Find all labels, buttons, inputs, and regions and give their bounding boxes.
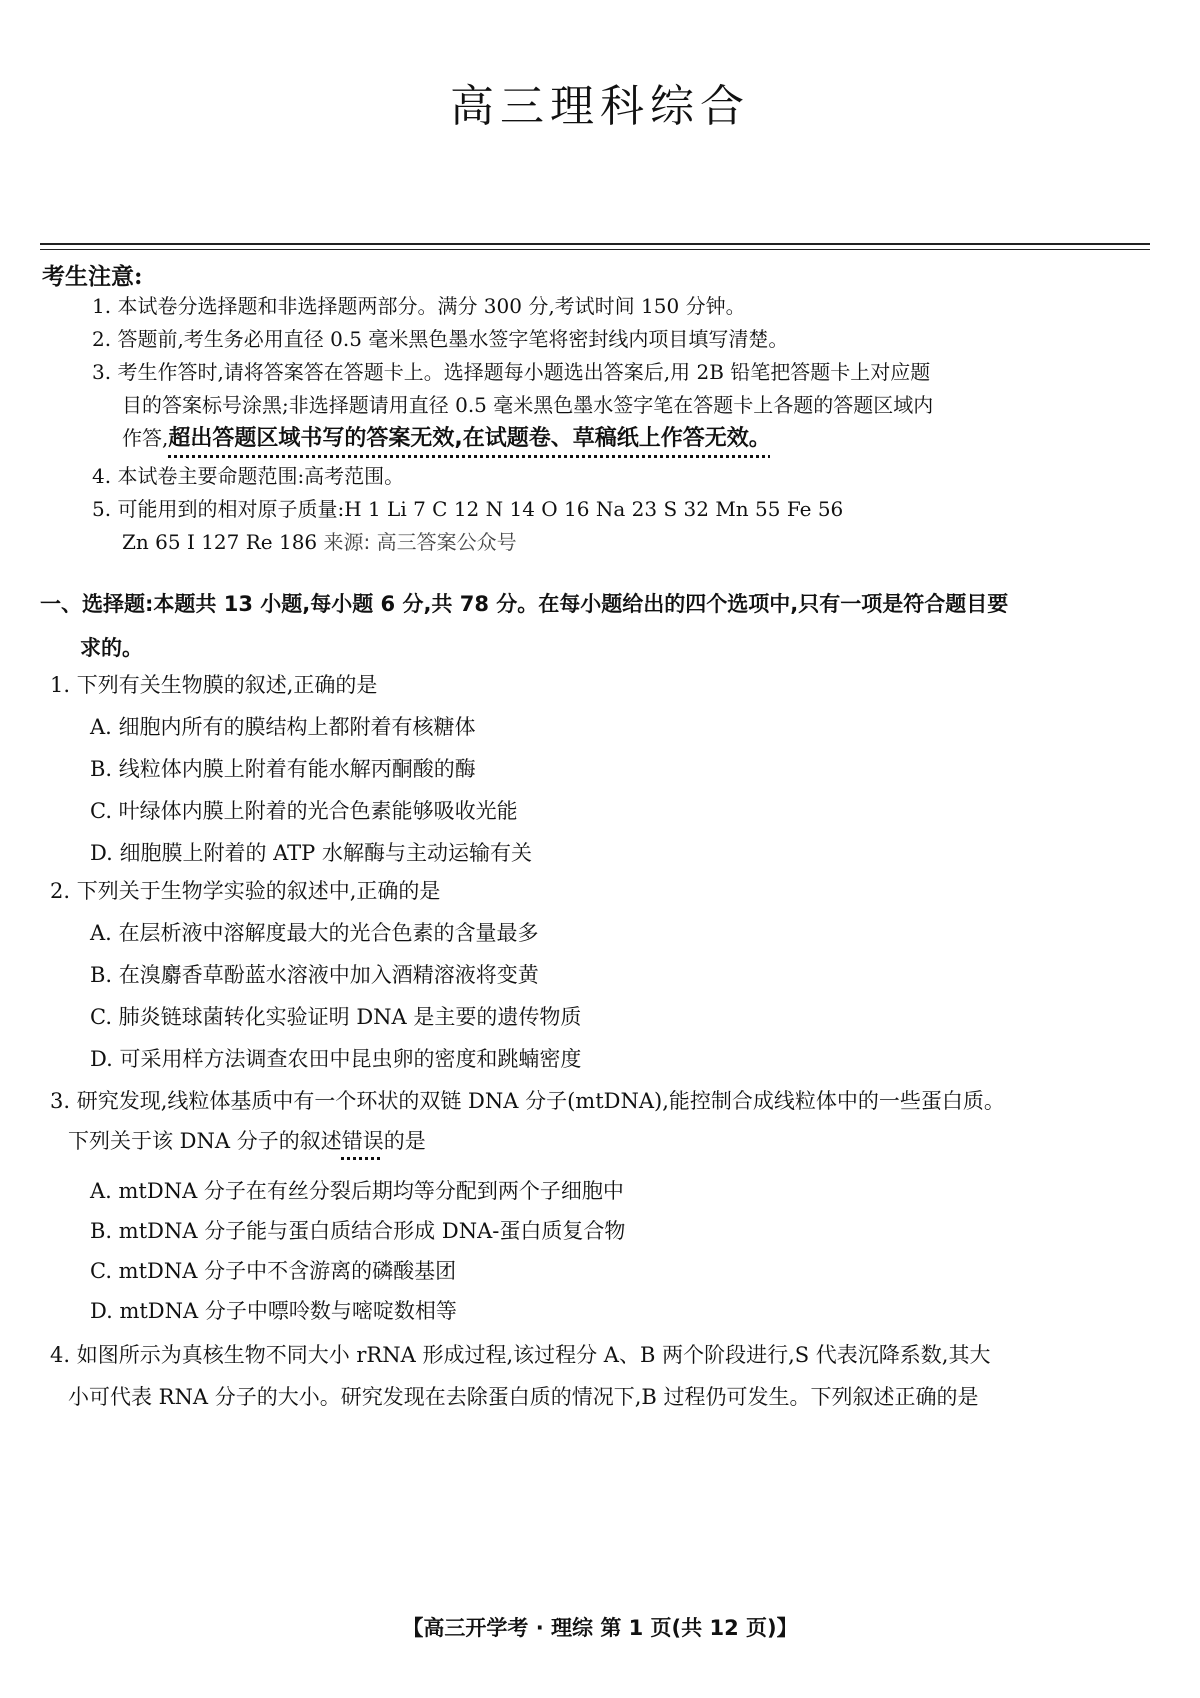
source-note: 来源: 高三答案公众号 [323,530,517,554]
question-1-option-b: B. 线粒体内膜上附着有能水解丙酮酸的酶 [90,757,476,781]
question-3-stem: 3. 研究发现,线粒体基质中有一个环状的双链 DNA 分子(mtDNA),能控制合成线粒体中的一些蛋白质。 [50,1089,1005,1113]
question-3-option-a: A. mtDNA 分子在有丝分裂后期均等分配到两个子细胞中 [90,1179,624,1203]
section-heading: 一、选择题:本题共 13 小题,每小题 6 分,共 78 分。在每小题给出的四个选项中,只有一项是符合题目要 [40,592,1009,616]
notice-emphasis: 超出答题区域书写的答案无效,在试题卷、草稿纸上作答无效。 [168,426,771,451]
page-footer: 【高三开学考 · 理综 第 1 页(共 12 页)】 [402,1616,798,1640]
question-3-stem-cont [68,1126,1178,1156]
question-2-option-c: C. 肺炎链球菌转化实验证明 DNA 是主要的遗传物质 [90,1005,582,1029]
notice-item-2: 2. 答题前,考生务必用直径 0.5 毫米黑色墨水签字笔将密封线内项目填写清楚。 [92,327,789,351]
question-2-option-b: B. 在溴麝香草酚蓝水溶液中加入酒精溶液将变黄 [90,963,539,987]
notice-item-5-cont [122,526,1152,559]
notice-item-4: 4. 本试卷主要命题范围:高考范围。 [92,464,405,488]
question-3-option-b: B. mtDNA 分子能与蛋白质结合形成 DNA-蛋白质复合物 [90,1219,626,1243]
question-1-option-d: D. 细胞膜上附着的 ATP 水解酶与主动运输有关 [90,841,532,865]
question-3-option-d: D. mtDNA 分子中嘌呤数与嘧啶数相等 [90,1299,457,1323]
notice-item-1: 1. 本试卷分选择题和非选择题两部分。满分 300 分,考试时间 150 分钟。 [92,294,746,318]
notice-item-3-cont: 目的答案标号涂黑;非选择题请用直径 0.5 毫米黑色墨水签字笔在答题卡上各题的答题区域内 [122,393,934,417]
atomic-mass-cont: Zn 65 I 127 Re 186 [122,530,318,554]
question-1-option-c: C. 叶绿体内膜上附着的光合色素能够吸收光能 [90,799,518,823]
question-1-stem: 1. 下列有关生物膜的叙述,正确的是 [50,673,378,697]
page-title: 高三理科综合 [450,81,750,132]
notice-item-3-tail: 作答, [122,426,169,450]
question-3-option-c: C. mtDNA 分子中不含游离的磷酸基团 [90,1259,457,1283]
question-2-stem: 2. 下列关于生物学实验的叙述中,正确的是 [50,879,441,903]
question-2-option-a: A. 在层析液中溶解度最大的光合色素的含量最多 [90,921,539,945]
divider-line [40,243,1150,245]
question-2-option-d: D. 可采用样方法调查农田中昆虫卵的密度和跳蝻密度 [90,1047,582,1071]
question-1-option-a: A. 细胞内所有的膜结构上都附着有核糖体 [90,715,476,739]
question-4-stem-cont: 小可代表 RNA 分子的大小。研究发现在去除蛋白质的情况下,B 过程仍可发生。下列叙述正确的是 [68,1385,979,1409]
section-heading-cont: 求的。 [80,636,143,660]
question-3-stem-part3: 的是 [383,1129,426,1153]
question-3-stem-part1: 下列关于该 DNA 分子的叙述 [68,1129,342,1153]
notice-item-5: 5. 可能用到的相对原子质量:H 1 Li 7 C 12 N 14 O 16 Na 23 S 32 Mn 55 Fe 56 [92,497,844,521]
question-4-stem: 4. 如图所示为真核生物不同大小 rRNA 形成过程,该过程分 A、B 两个阶段进行,S 代表沉降系数,其大 [50,1343,991,1367]
notice-heading: 考生注意: [42,263,143,290]
notice-item-3-cont2 [122,422,1152,455]
divider-line-thin [40,249,1150,250]
question-3-emphasis: 错误 [341,1129,384,1153]
notice-item-3: 3. 考生作答时,请将答案答在答题卡上。选择题每小题选出答案后,用 2B 铅笔把答题卡上对应题 [92,360,931,384]
